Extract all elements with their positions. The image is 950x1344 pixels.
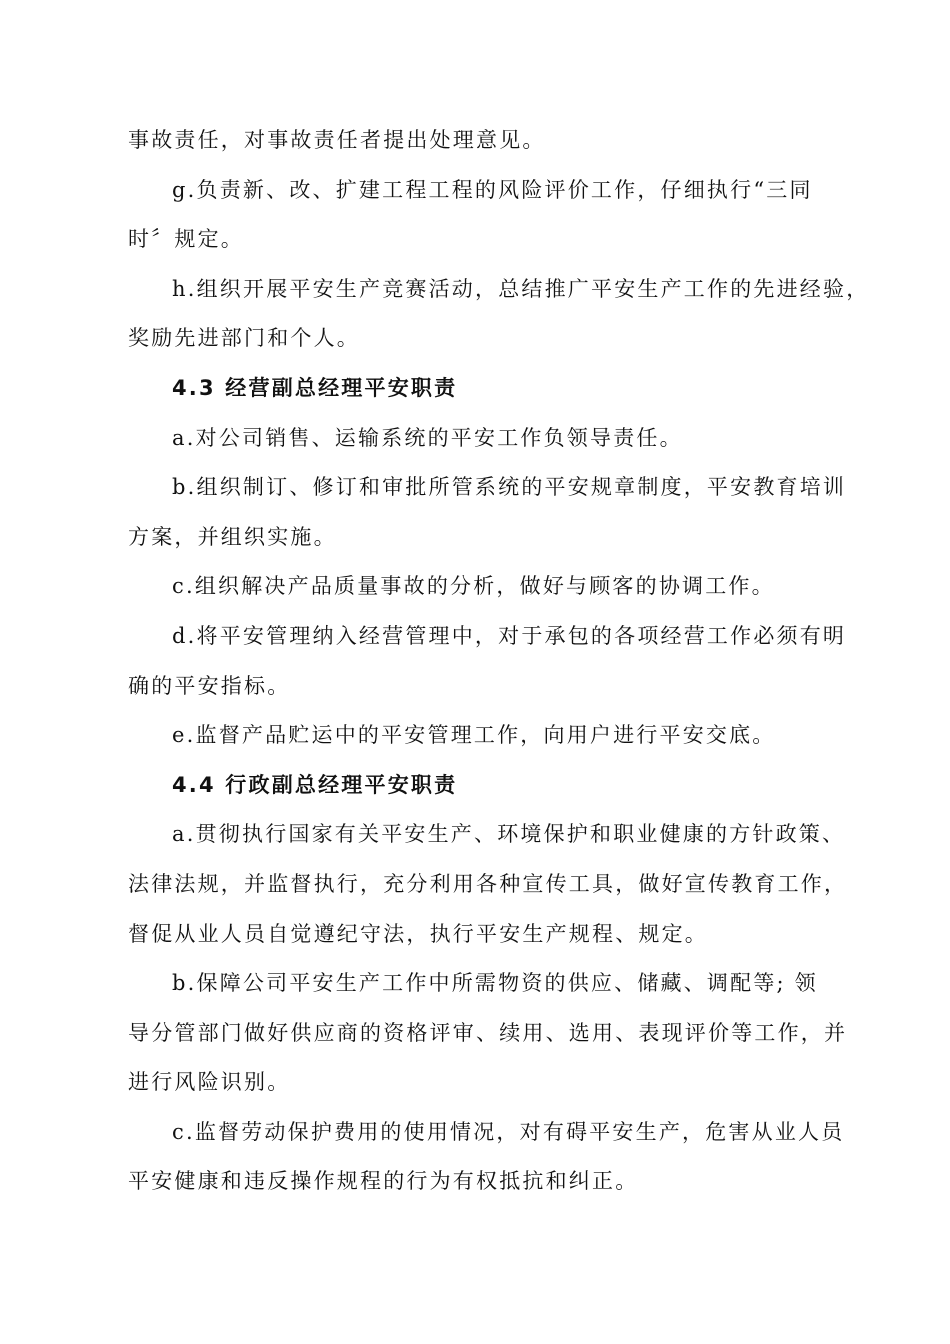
paragraph-line: 事故责任，对事故责任者提出处理意见。 — [128, 128, 546, 152]
paragraph-line: b.组织制订、修订和审批所管系统的平安规章制度，平安教育培训 — [172, 475, 847, 500]
paragraph-line: c.组织解决产品质量事故的分析，做好与顾客的协调工作。 — [172, 574, 775, 599]
paragraph-line: 法律法规，并监督执行，充分利用各种宣传工具，做好宣传教育工作， — [128, 871, 848, 896]
section-heading: 4.3 经营副总经理平安职责 — [172, 375, 458, 400]
paragraph-line: h.组织开展平安生产竞赛活动，总结推广平安生产工作的先进经验， — [172, 276, 870, 301]
paragraph-line: a.贯彻执行国家有关平安生产、环境保护和职业健康的方针政策、 — [172, 822, 846, 847]
paragraph-line: d.将平安管理纳入经营管理中，对于承包的各项经营工作必须有明 — [172, 623, 847, 648]
paragraph-line: 时〞规定。 — [128, 227, 244, 252]
paragraph-line: 奖励先进部门和个人。 — [128, 326, 360, 351]
paragraph-line: 平安健康和违反操作规程的行为有权抵抗和纠正。 — [128, 1169, 639, 1194]
paragraph-line: 导分管部门做好供应商的资格评审、续用、选用、表现评价等工作，并 — [128, 1020, 848, 1045]
paragraph-line: 方案，并组织实施。 — [128, 524, 337, 549]
document-page — [128, 116, 870, 1207]
paragraph-line: 进行风险识别。 — [128, 1070, 291, 1095]
paragraph-line: b.保障公司平安生产工作中所需物资的供应、储藏、调配等; 领 — [172, 971, 818, 996]
paragraph-line: e.监督产品贮运中的平安管理工作，向用户进行平安交底。 — [172, 723, 776, 748]
paragraph-line: c.监督劳动保护费用的使用情况，对有碍平安生产，危害从业人员 — [172, 1119, 845, 1144]
paragraph-line: a.对公司销售、运输系统的平安工作负领导责任。 — [172, 425, 683, 450]
paragraph-line: g.负责新、改、扩建工程工程的风险评价工作，仔细执行“三同 — [172, 177, 813, 202]
paragraph-line: 确的平安指标。 — [128, 673, 291, 698]
section-heading: 4.4 行政副总经理平安职责 — [172, 772, 458, 797]
paragraph-line: 督促从业人员自觉遵纪守法，执行平安生产规程、规定。 — [128, 921, 708, 946]
